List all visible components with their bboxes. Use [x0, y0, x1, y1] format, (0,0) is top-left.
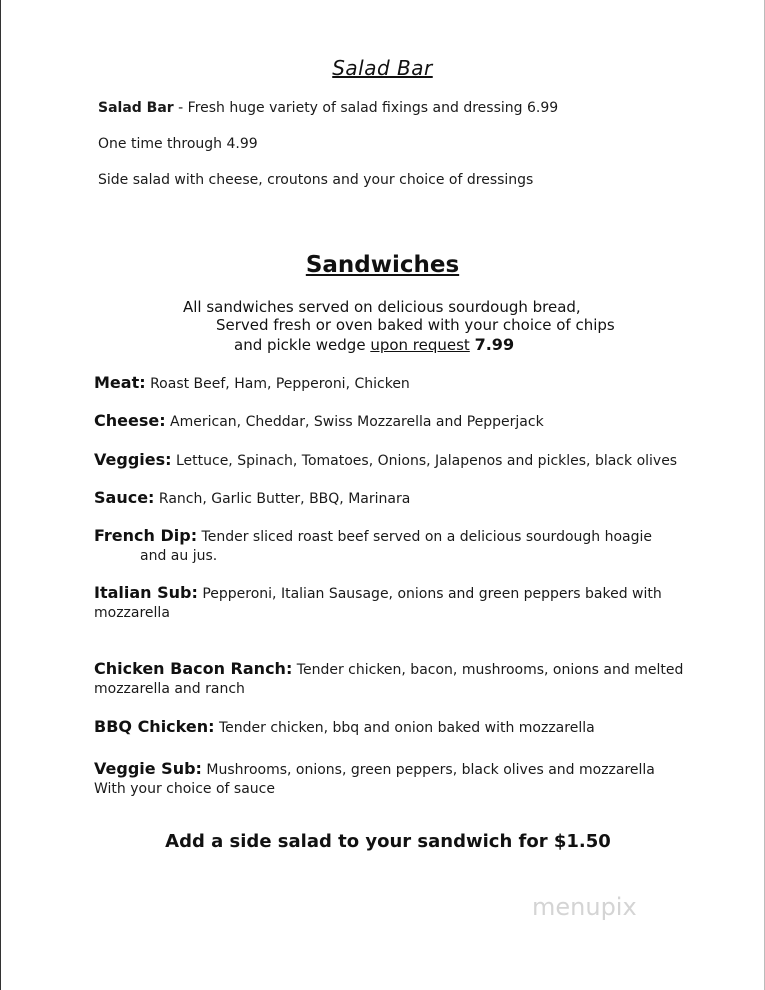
- sandwich-description-cont: With your choice of sauce: [94, 781, 275, 797]
- menupix-watermark: menupix: [532, 893, 637, 921]
- side-salad-item: [98, 172, 533, 188]
- option-text: American, Cheddar, Swiss Mozzarella and Pepperjack: [165, 414, 544, 430]
- sandwich-veggie-sub: [94, 759, 714, 799]
- sandwich-description-cont: mozzarella and ranch: [94, 681, 245, 697]
- sandwich-label: Chicken Bacon Ranch:: [94, 659, 293, 678]
- option-text: Ranch, Garlic Butter, BBQ, Marinara: [154, 491, 411, 507]
- salad-bar-item: [98, 100, 558, 116]
- option-text: Roast Beef, Ham, Pepperoni, Chicken: [145, 376, 410, 392]
- sandwich-intro-line-1: All sandwiches served on delicious sourdough bread,: [183, 298, 581, 316]
- sandwich-price: 7.99: [474, 335, 515, 354]
- sandwich-description: Tender sliced roast beef served on a delicious sourdough hoagie: [197, 529, 653, 545]
- option-label: Sauce:: [94, 488, 155, 507]
- side-salad-offer: Add a side salad to your sandwich for $1.50: [165, 831, 611, 852]
- sandwich-description: Tender chicken, bacon, mushrooms, onions and melted: [292, 662, 684, 678]
- salad-bar-item-text: - Fresh huge variety of salad fixings and dressing 6.99: [173, 100, 559, 116]
- sandwich-french-dip: [94, 526, 714, 566]
- salad-bar-item-label: Salad Bar: [98, 100, 174, 116]
- sandwich-bbq-chicken: [94, 717, 714, 738]
- sandwich-description-cont: and au jus.: [140, 548, 218, 564]
- salad-one-time-text: One time through 4.99: [98, 136, 258, 152]
- sandwich-label: BBQ Chicken:: [94, 717, 215, 736]
- sandwich-label: Veggie Sub:: [94, 759, 202, 778]
- sandwich-italian-sub: [94, 583, 714, 623]
- sandwich-description: Mushrooms, onions, green peppers, black olives and mozzarella: [201, 762, 655, 778]
- option-label: Cheese:: [94, 411, 166, 430]
- sandwich-option-veggies: [94, 450, 714, 471]
- sandwich-label: French Dip:: [94, 526, 198, 545]
- sandwich-description-cont: mozzarella: [94, 605, 170, 621]
- option-label: Veggies:: [94, 450, 172, 469]
- option-text: Lettuce, Spinach, Tomatoes, Onions, Jalapenos and pickles, black olives: [171, 453, 678, 469]
- upon-request-text: upon request: [370, 336, 470, 354]
- sandwich-description: Tender chicken, bbq and onion baked with mozzarella: [214, 720, 595, 736]
- sandwich-chicken-bacon-ranch: [94, 659, 714, 699]
- salad-one-time-item: [98, 136, 258, 152]
- intro-line-3-text: and pickle wedge: [234, 336, 371, 354]
- sandwich-option-sauce: [94, 488, 714, 509]
- sandwich-description: Pepperoni, Italian Sausage, onions and green peppers baked with: [197, 586, 662, 602]
- sandwiches-heading: Sandwiches: [305, 252, 460, 278]
- sandwich-option-cheese: [94, 411, 714, 432]
- side-salad-text: Side salad with cheese, croutons and your choice of dressings: [98, 172, 534, 188]
- option-label: Meat:: [94, 373, 146, 392]
- sandwich-intro-line-3: [234, 335, 514, 354]
- sandwich-label: Italian Sub:: [94, 583, 198, 602]
- sandwich-intro-line-2: Served fresh or oven baked with your choice of chips: [216, 316, 615, 334]
- sandwich-option-meat: [94, 373, 714, 394]
- salad-bar-heading: Salad Bar: [332, 56, 433, 80]
